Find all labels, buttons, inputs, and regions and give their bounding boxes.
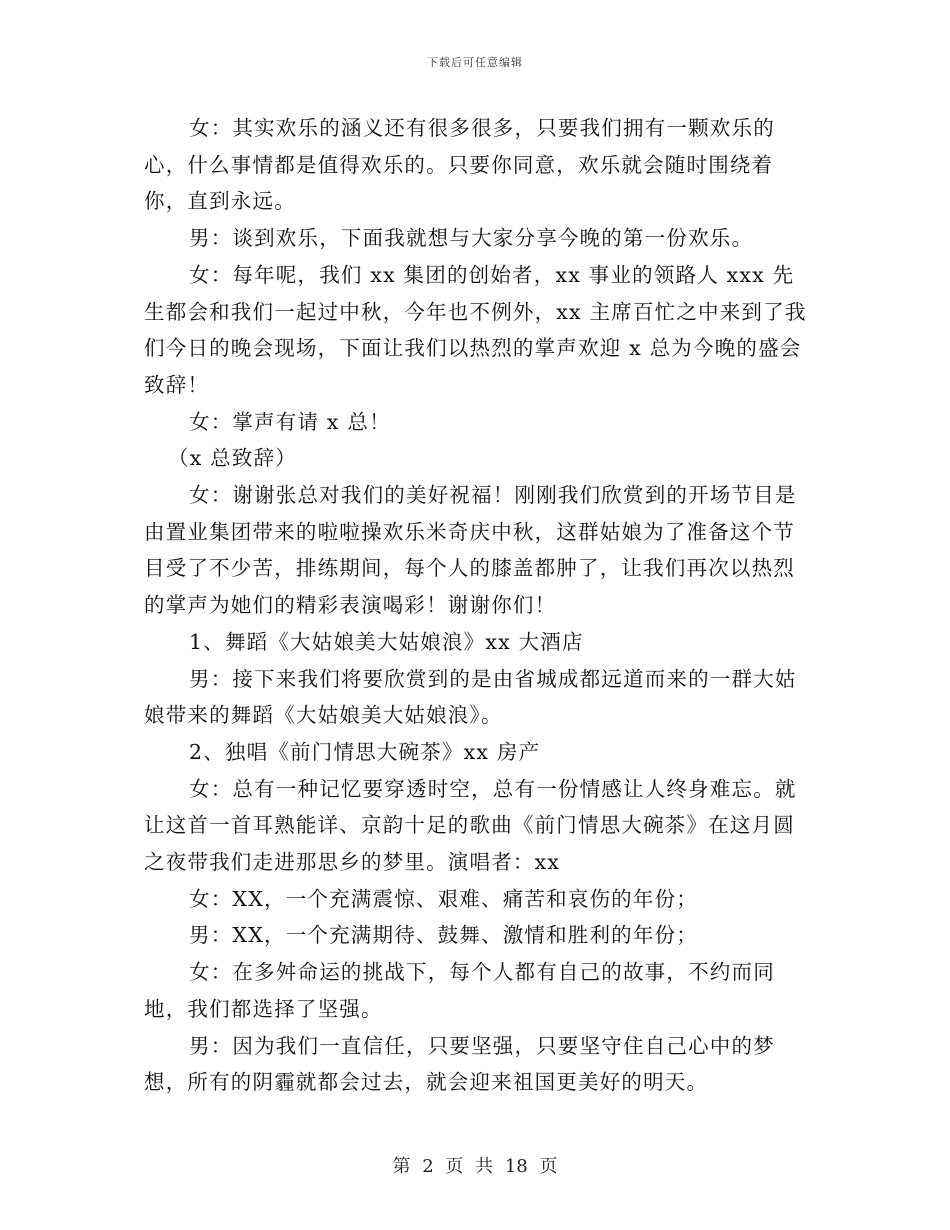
document-body [144, 110, 812, 1101]
paragraph: 女：在多舛命运的挑战下，每个人都有自己的故事，不约而同地，我们都选择了坚强。 [144, 960, 775, 1021]
paragraph: 女：总有一种记忆要穿透时空，总有一份情感让人终身难忘。就让这首一首耳熟能详、京韵十足的歌曲《前门情思大碗茶》在这月圆之夜带我们走进那思乡的梦里。演唱者：xx [144, 776, 797, 875]
paragraph: （x 总致辞） [168, 446, 297, 471]
paragraph: 男：XX，一个充满期待、鼓舞、激情和胜利的年份； [189, 923, 698, 948]
paragraph: 女：其实欢乐的涵义还有很多很多，只要我们拥有一颗欢乐的心，什么事情都是值得欢乐的。只要你同意，欢乐就会随时围绕着你，直到永远。 [144, 116, 775, 214]
paragraph: 女：掌声有请 x 总！ [189, 409, 391, 434]
page-header: 下载后可任意编辑 [427, 56, 523, 69]
paragraph: 女：谢谢张总对我们的美好祝福！刚刚我们欣赏到的开场节目是由置业集团带来的啦啦操欢乐米奇庆中秋，这群姑娘为了准备这个节目受了不少苦，排练期间，每个人的膝盖都肿了，让我们再次以热烈的掌声为她们的精彩表演喝彩！谢谢你们！ [144, 483, 797, 618]
paragraph: 男：接下来我们将要欣赏到的是由省城成都远道而来的一群大姑娘带来的舞蹈《大姑娘美大姑娘浪》。 [144, 666, 797, 728]
paragraph: 男：因为我们一直信任，只要坚强，只要坚守住自己心中的梦想，所有的阴霾就都会过去，就会迎来祖国更美好的明天。 [144, 1033, 775, 1095]
paragraph: 女：每年呢，我们 xx 集团的创始者，xx 事业的领路人 xxx 先生都会和我们一起过中秋，今年也不例外，xx 主席百忙之中来到了我们今日的晚会现场，下面让我们以热烈的掌声欢迎 x 总为今晚的盛会致辞！ [144, 262, 807, 397]
paragraph: 女：XX，一个充满震惊、艰难、痛苦和哀伤的年份； [189, 886, 698, 911]
paragraph: 男：谈到欢乐，下面我就想与大家分享今晚的第一份欢乐。 [189, 226, 754, 251]
page-number: 第 2 页 共 18 页 [392, 1156, 558, 1177]
program-item: 1、舞蹈《大姑娘美大姑娘浪》xx 大酒店 [189, 629, 584, 654]
program-item: 2、独唱《前门情思大碗茶》xx 房产 [189, 739, 541, 764]
